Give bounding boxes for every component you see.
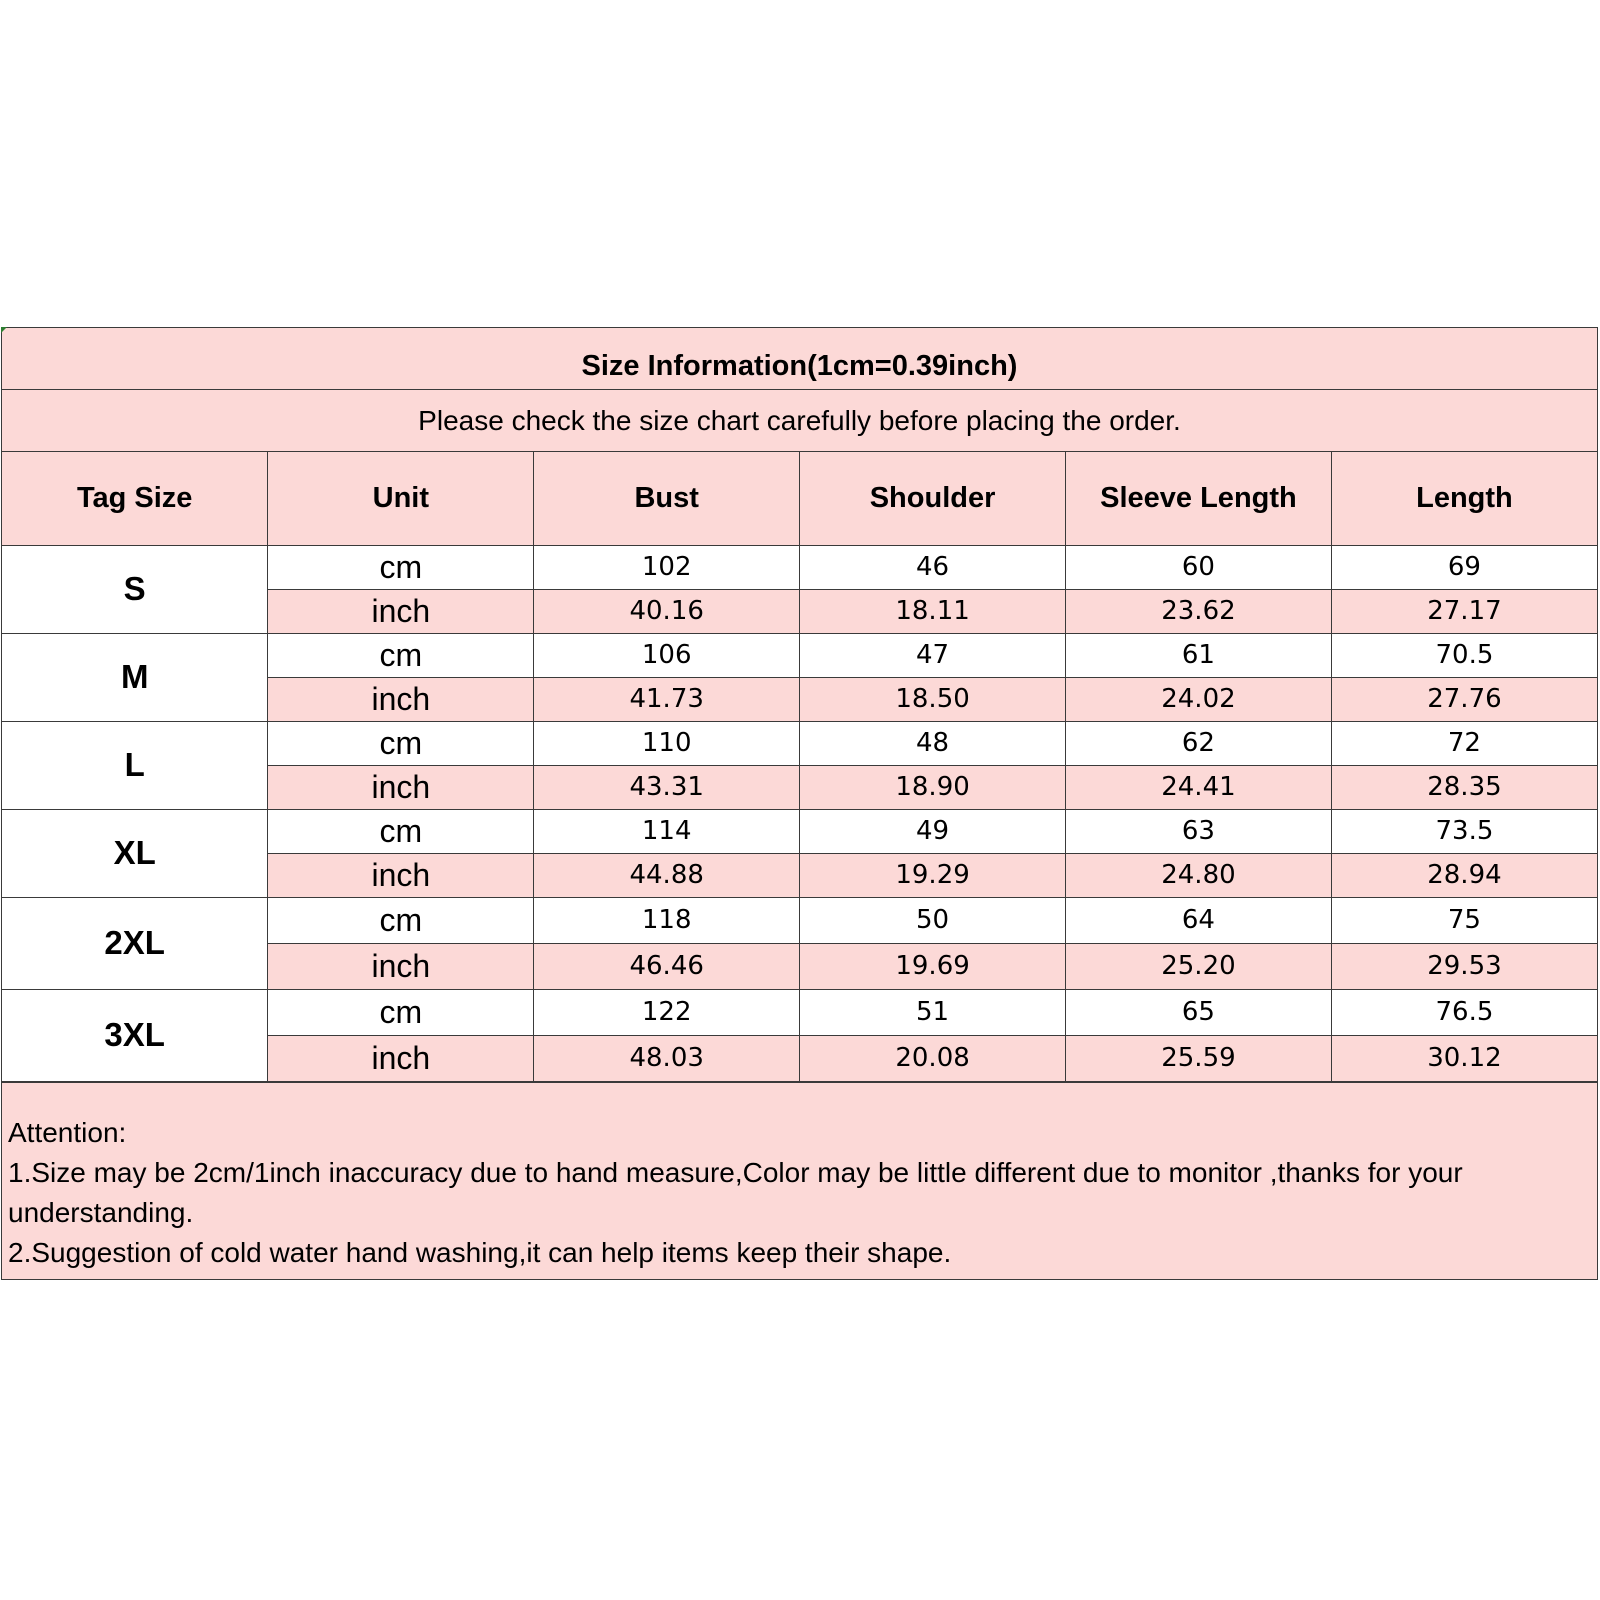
unit-cell: inch xyxy=(268,589,534,633)
unit-cell: inch xyxy=(268,1035,534,1081)
bust-cell: 102 xyxy=(534,545,800,589)
bust-cell: 114 xyxy=(534,809,800,853)
tag-size-cell: XL xyxy=(2,809,268,897)
tag-size-cell: M xyxy=(2,633,268,721)
bust-cell: 118 xyxy=(534,897,800,943)
table-row xyxy=(2,897,1597,943)
shoulder-cell: 46 xyxy=(800,545,1066,589)
length-cell: 70.5 xyxy=(1331,633,1597,677)
unit-cell: cm xyxy=(268,897,534,943)
length-cell: 76.5 xyxy=(1331,989,1597,1035)
length-cell: 69 xyxy=(1331,545,1597,589)
shoulder-cell: 19.29 xyxy=(800,853,1066,897)
bust-cell: 43.31 xyxy=(534,765,800,809)
length-cell: 30.12 xyxy=(1331,1035,1597,1081)
sleeve-length-cell: 63 xyxy=(1066,809,1332,853)
table-row xyxy=(2,721,1597,765)
bust-cell: 48.03 xyxy=(534,1035,800,1081)
shoulder-cell: 47 xyxy=(800,633,1066,677)
sleeve-length-cell: 25.20 xyxy=(1066,943,1332,989)
shoulder-cell: 18.50 xyxy=(800,677,1066,721)
shoulder-cell: 51 xyxy=(800,989,1066,1035)
sleeve-length-cell: 62 xyxy=(1066,721,1332,765)
bust-cell: 44.88 xyxy=(534,853,800,897)
bust-cell: 110 xyxy=(534,721,800,765)
shoulder-cell: 19.69 xyxy=(800,943,1066,989)
bust-cell: 46.46 xyxy=(534,943,800,989)
shoulder-cell: 18.11 xyxy=(800,589,1066,633)
sleeve-length-cell: 61 xyxy=(1066,633,1332,677)
unit-cell: inch xyxy=(268,765,534,809)
unit-cell: cm xyxy=(268,989,534,1035)
table-header-row xyxy=(2,452,1597,545)
unit-cell: cm xyxy=(268,633,534,677)
attention-heading: Attention: xyxy=(8,1116,127,1148)
unit-cell: cm xyxy=(268,809,534,853)
length-cell: 27.76 xyxy=(1331,677,1597,721)
sleeve-length-cell: 65 xyxy=(1066,989,1332,1035)
length-cell: 29.53 xyxy=(1331,943,1597,989)
tag-size-cell: L xyxy=(2,721,268,809)
attention-note-2: 2.Suggestion of cold water hand washing,it can help items keep their shape. xyxy=(8,1236,952,1268)
column-header-unit: Unit xyxy=(268,452,534,545)
table-row xyxy=(2,545,1597,589)
length-cell: 28.35 xyxy=(1331,765,1597,809)
tag-size-cell: S xyxy=(2,545,268,633)
table-row xyxy=(2,809,1597,853)
sleeve-length-cell: 25.59 xyxy=(1066,1035,1332,1081)
length-cell: 75 xyxy=(1331,897,1597,943)
table-row xyxy=(2,633,1597,677)
shoulder-cell: 48 xyxy=(800,721,1066,765)
tag-size-cell: 3XL xyxy=(2,989,268,1081)
sleeve-length-cell: 64 xyxy=(1066,897,1332,943)
sleeve-length-cell: 23.62 xyxy=(1066,589,1332,633)
bust-cell: 122 xyxy=(534,989,800,1035)
bust-cell: 106 xyxy=(534,633,800,677)
sleeve-length-cell: 60 xyxy=(1066,545,1332,589)
sleeve-length-cell: 24.02 xyxy=(1066,677,1332,721)
unit-cell: inch xyxy=(268,677,534,721)
shoulder-cell: 18.90 xyxy=(800,765,1066,809)
sleeve-length-cell: 24.41 xyxy=(1066,765,1332,809)
column-header-bust: Bust xyxy=(534,452,800,545)
attention-notes xyxy=(2,1082,1597,1279)
column-header-shoulder: Shoulder xyxy=(800,452,1066,545)
shoulder-cell: 49 xyxy=(800,809,1066,853)
bust-cell: 41.73 xyxy=(534,677,800,721)
size-chart-subtitle: Please check the size chart carefully before placing the order. xyxy=(2,390,1597,452)
attention-note-1: 1.Size may be 2cm/1inch inaccuracy due to hand measure,Color may be little different due to monitor ,thanks for your understanding. xyxy=(8,1156,1463,1228)
size-chart-title: Size Information(1cm=0.39inch) xyxy=(2,328,1597,390)
sleeve-length-cell: 24.80 xyxy=(1066,853,1332,897)
length-cell: 72 xyxy=(1331,721,1597,765)
size-table xyxy=(2,452,1597,1082)
tag-size-cell: 2XL xyxy=(2,897,268,989)
shoulder-cell: 50 xyxy=(800,897,1066,943)
unit-cell: cm xyxy=(268,545,534,589)
cell-corner-marker xyxy=(1,327,7,333)
unit-cell: inch xyxy=(268,943,534,989)
column-header-sleeve-length: Sleeve Length xyxy=(1066,452,1332,545)
length-cell: 28.94 xyxy=(1331,853,1597,897)
shoulder-cell: 20.08 xyxy=(800,1035,1066,1081)
unit-cell: cm xyxy=(268,721,534,765)
column-header-tag-size: Tag Size xyxy=(2,452,268,545)
bust-cell: 40.16 xyxy=(534,589,800,633)
table-row xyxy=(2,989,1597,1035)
size-chart-sheet xyxy=(1,327,1598,1280)
length-cell: 27.17 xyxy=(1331,589,1597,633)
unit-cell: inch xyxy=(268,853,534,897)
length-cell: 73.5 xyxy=(1331,809,1597,853)
column-header-length: Length xyxy=(1331,452,1597,545)
